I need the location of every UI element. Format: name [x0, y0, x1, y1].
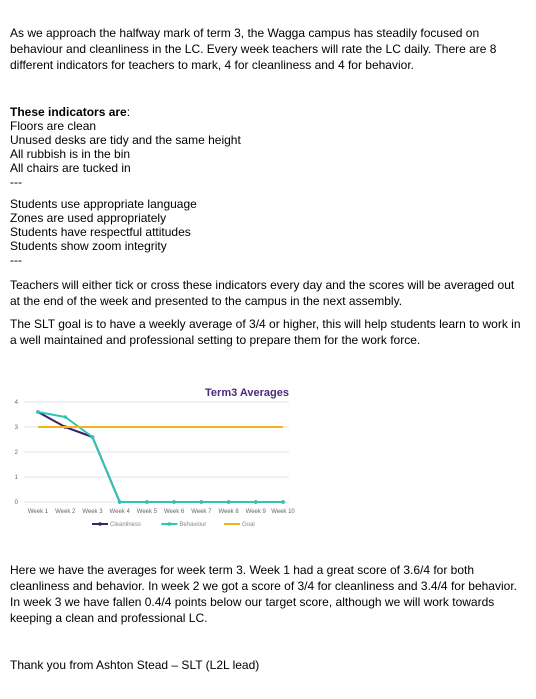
indicator-separator: --- [10, 175, 22, 189]
goal-paragraph [10, 316, 530, 348]
data-point [254, 500, 258, 504]
x-tick-label: Week 5 [136, 509, 158, 515]
x-tick-label: Week 10 [271, 509, 295, 515]
chart-svg [6, 380, 298, 532]
y-tick-label: 3 [14, 425, 18, 431]
indicator-spacer [10, 189, 530, 197]
x-tick-label: Week 2 [55, 509, 76, 515]
x-tick-label: Week 3 [82, 509, 103, 515]
x-tick-label: Week 4 [109, 509, 130, 515]
summary-line: In week 3 we have fallen 0.4/4 points below our target score, although we will work towards [10, 595, 495, 609]
indicator-item: Students use appropriate language [10, 197, 197, 211]
legend-marker [168, 522, 172, 526]
y-tick-label: 4 [14, 400, 18, 406]
data-point [281, 500, 285, 504]
x-tick-label: Week 1 [27, 509, 49, 515]
data-point [172, 500, 176, 504]
legend-label: Behaviour [179, 522, 207, 528]
intro-line: As we approach the halfway mark of term 3, the Wagga campus has steadily focused on [10, 26, 480, 40]
intro-line: different indicators for teachers to mark, 4 for cleanliness and 4 for behavior. [10, 58, 414, 72]
indicators-heading-row [10, 105, 530, 119]
legend-marker [98, 522, 102, 526]
series-line [38, 412, 283, 502]
indicator-separator: --- [10, 253, 22, 267]
indicators-section [10, 105, 530, 267]
chart-canvas [6, 380, 298, 532]
x-tick-label: Week 9 [245, 509, 266, 515]
data-point [227, 500, 231, 504]
legend-label: Cleanliness [110, 522, 142, 528]
legend-label: Goal [242, 522, 255, 528]
indicators-heading-colon: : [126, 105, 131, 119]
summary-line: Here we have the averages for week term 3. Week 1 had a great score of 3.6/4 for both [10, 563, 475, 577]
goal-line: a well maintained and professional setting to prepare them for the work force. [10, 333, 421, 347]
signoff: Thank you from Ashton Stead – SLT (L2L lead) [10, 658, 260, 672]
indicator-item: All rubbish is in the bin [10, 147, 131, 161]
y-tick-label: 2 [14, 450, 18, 456]
data-point [91, 435, 95, 439]
data-point [63, 415, 67, 419]
x-tick-label: Week 6 [163, 509, 185, 515]
indicator-item: All chairs are tucked in [10, 161, 131, 175]
data-point [145, 500, 149, 504]
series-line [38, 412, 283, 502]
data-point [118, 500, 122, 504]
summary-line: cleanliness and behavior. In week 2 we got a score of 3/4 for cleanliness and 3.4/4 for behavior. [10, 579, 517, 593]
scoring-paragraph [10, 277, 530, 309]
indicators-heading: These indicators are [10, 105, 127, 119]
data-point [200, 500, 204, 504]
y-tick-label: 1 [14, 475, 18, 481]
summary-paragraph [10, 562, 530, 626]
summary-line: keeping a clean and professional LC. [10, 611, 208, 625]
y-tick-label: 0 [14, 500, 18, 506]
indicator-item: Students have respectful attitudes [10, 225, 191, 239]
indicator-item: Zones are used appropriately [10, 211, 167, 225]
x-tick-label: Week 8 [218, 509, 239, 515]
scoring-line: at the end of the week and presented to the campus in the next assembly. [10, 294, 403, 308]
data-point [36, 410, 40, 414]
intro-line: behaviour and cleanliness in the LC. Every week teachers will rate the LC daily. There are 8 [10, 42, 497, 56]
indicator-item: Unused desks are tidy and the same height [10, 133, 241, 147]
goal-line: The SLT goal is to have a weekly average of 3/4 or higher, this will help students learn to work in [10, 317, 521, 331]
intro-paragraph [10, 25, 530, 73]
indicator-item: Students show zoom integrity [10, 239, 167, 253]
chart-title: Term3 Averages [205, 387, 289, 399]
scoring-line: Teachers will either tick or cross these indicators every day and the scores will be averaged out [10, 278, 515, 292]
term3-averages-chart [6, 380, 298, 532]
x-tick-label: Week 7 [191, 509, 212, 515]
indicator-item: Floors are clean [10, 119, 97, 133]
